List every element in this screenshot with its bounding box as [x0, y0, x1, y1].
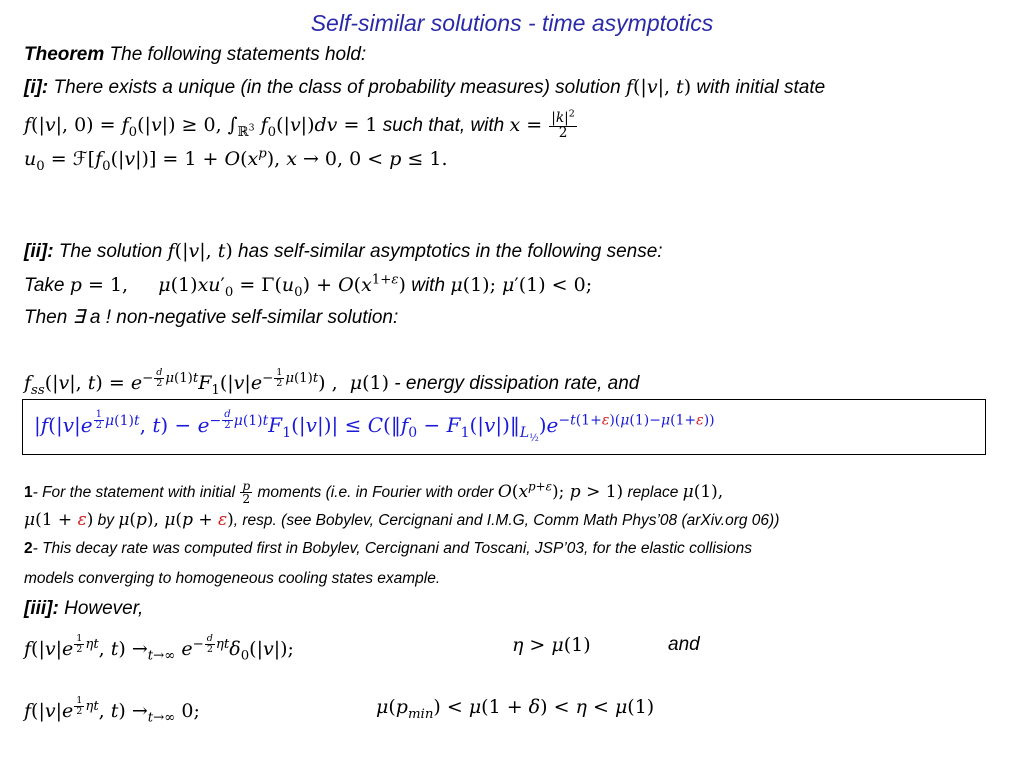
part-iii-text: However, [58, 598, 144, 619]
with-text: with [405, 275, 451, 296]
part-i-line3: $u_0$ = $ℱ[f_0(|v|)] = 1 + O(x^p)$, x → 0, 0 < p ≤ 1. [24, 146, 448, 174]
note-2-line2: models converging to homogeneous cooling states example. [24, 570, 441, 587]
x-definition: x = $\frac{|k|^2}{2}$ [509, 108, 575, 141]
note-1-line2 [24, 510, 779, 530]
note-2-number: 2 [24, 540, 33, 557]
with-formula: μ(1); μ′(1) < 0; [450, 274, 593, 296]
note-1-frac: $\frac{p}{2}$ [242, 479, 251, 507]
note-1-number: 1 [24, 484, 33, 502]
note-1-mu-eps: μ(1 + ε) [24, 510, 94, 530]
part-ii-label: [ii]: [24, 241, 54, 262]
note-1-mu-p: μ(p), μ(p + ε) [118, 510, 234, 530]
part-i-text-a: There exists a unique (in the class of probability measures) solution [48, 77, 626, 98]
part-i-line2-text: such that, with [377, 115, 510, 137]
part-iii-eq2-cond: $\mu(p_{min}) < \mu(1 + \delta) < \eta < \mu(1)$ [376, 696, 655, 722]
note-1-line2-text: , resp. (see Bobylev, Cercignani and I.M.G, Comm Math Phys’08 (arXiv.org 06)) [233, 512, 780, 529]
fss-line [24, 367, 640, 398]
theorem-line [24, 44, 366, 66]
initial-state-formula: f(|v|, $0) = f_0(|v|) \ge 0$, $\int_{ℝ^3}$ $f_0(|v|)dv = 1$ [24, 114, 378, 140]
part-i-label: [i]: [24, 77, 49, 98]
part-i-line [24, 76, 825, 99]
part-ii-text-b: has self-similar asymptotics in the following sense: [232, 241, 663, 262]
part-iii-eq2: f(|v|e $^{\frac{1}{2} \eta t}$, $t) \to_{t\to\infty}$ 0; [24, 695, 200, 726]
note-1-text-c: replace [623, 484, 683, 502]
note-1-by: by [93, 512, 119, 529]
part-i-math-a: f(|v|, t) [625, 76, 692, 98]
take-text: Take [24, 275, 70, 296]
take-formula: p = 1, $\mu(1)xu'_0 = \Gamma(u_0) + O(x^{1+\varepsilon})$ [69, 272, 406, 300]
part-iii-line [24, 598, 143, 620]
part-iii-label: [iii]: [24, 598, 59, 619]
slide-title: Self-similar solutions - time asymptotics [310, 10, 714, 36]
part-ii-text-a: The solution [53, 241, 168, 262]
note-1-text-a: - For the statement with initial [32, 484, 240, 502]
theorem-intro: The following statements hold: [104, 44, 367, 65]
note-2-text-a: - This decay rate was computed first in Bobylev, Cercignani and Toscani, JSP’03, for the elastic collisions [32, 540, 752, 557]
theorem-head: Theorem [24, 44, 105, 65]
boxed-estimate: |f(|v|e $^{\frac{1}{2} \mu(1)t}$, $t) - e^{- \frac{d}{2} \mu(1)t}F_1(|v|)|$ ≤ $C(‖f_0$ − $F_1(|v|)‖_{L_{\frac{1}{2}}})e^{-t(1+\varepsilon)(\mu(1)-\mu(1+\varepsilon))}$ [34, 409, 715, 445]
part-i-line2 [24, 108, 578, 141]
fss-formula: $f_{ss}(|v|$, $t) = e^{- \frac{d}{2} \mu(1)t}F_1(|v|e^{- \frac{1}{2} \mu(1)t})$ , μ(1) [24, 367, 390, 398]
then-line: Then ∃ a ! non-negative self-similar solution: [24, 307, 399, 328]
note-2-line1 [24, 540, 752, 558]
part-i-text-b: with initial state [691, 77, 826, 98]
note-1-text-b: moments (i.e. in Fourier with order [253, 484, 498, 502]
part-iii-eq1: f(|v|e $^{\frac{1}{2} \eta t}$, $t) \to_{t\to\infty}$ $e^{- \frac{d}{2} \eta t}\delta_0(|v|)$; [24, 633, 294, 664]
note-1-math2: μ(1), [682, 482, 724, 503]
part-iii-eq1-and: and [668, 634, 700, 655]
note-1-math: $O(x^{p+\varepsilon})$; p > 1) [497, 479, 624, 503]
part-ii-line [24, 240, 663, 263]
part-iii-eq1-cond: η > μ(1) [512, 634, 591, 656]
fss-text: - energy dissipation rate, and [389, 372, 640, 394]
note-1-line1 [24, 480, 723, 505]
part-ii-take-line [24, 272, 593, 300]
part-ii-math-a: f(|v|, t) [167, 240, 233, 262]
